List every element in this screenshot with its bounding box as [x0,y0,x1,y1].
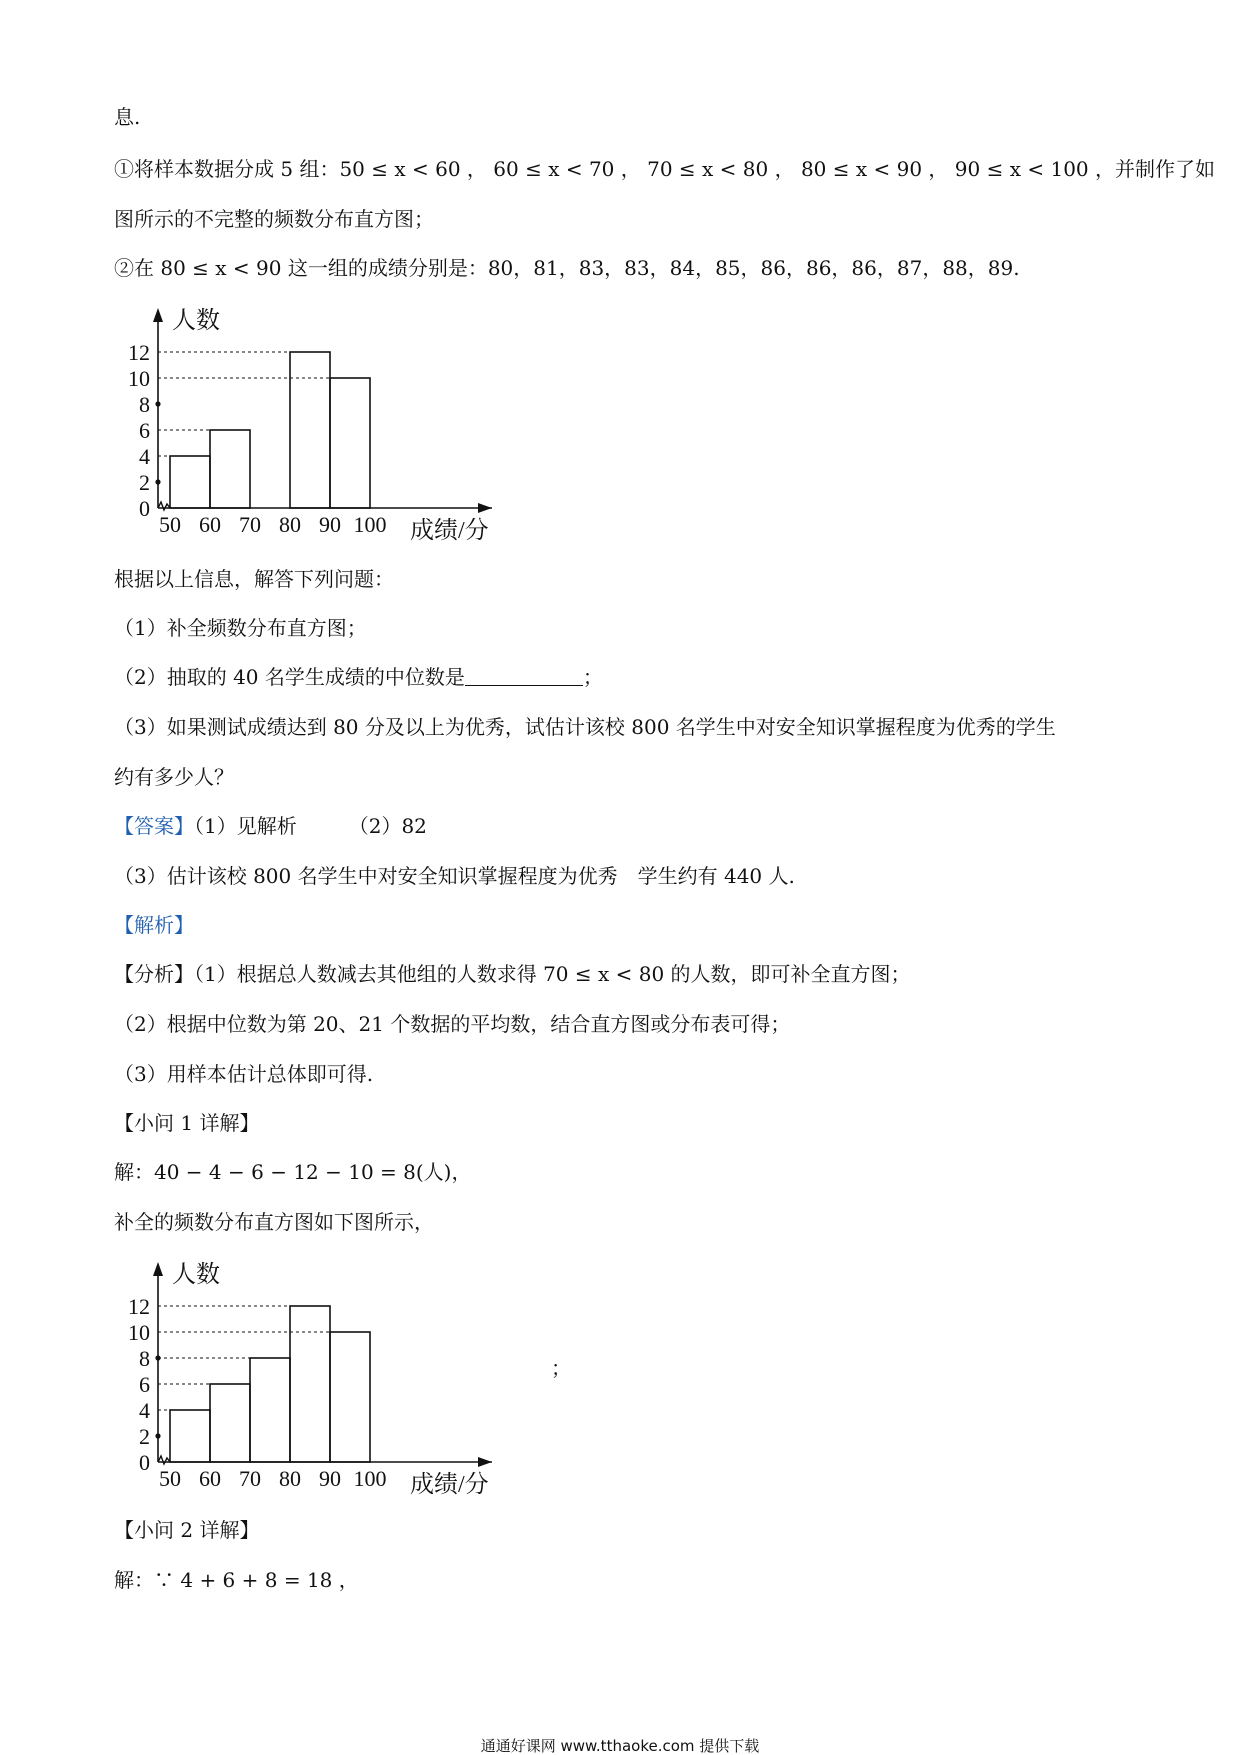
text-line: ①将样本数据分成 5 组：50 ≤ x < 60 ， 60 ≤ x < 70 ， 70 ≤ x < 80 ， 80 ≤ x < 90 ， 90 ≤ x < 100 ，并制作了如 [114,157,1215,181]
question-1: （1）补全频数分布直方图； [114,616,367,640]
x-tick-label: 80 [279,1466,301,1491]
y-tick-dot [155,401,160,406]
analysis-tag: 【解析】 [114,913,194,937]
question-2-text: （2）抽取的 40 名学生成绩的中位数是 [114,665,465,689]
y-tick-label: 8 [139,1346,150,1371]
y-tick-label: 4 [139,1398,150,1423]
y-tick-label: 12 [128,1294,150,1319]
section-heading: 【小问 2 详解】 [114,1518,260,1542]
y-tick-label: 2 [139,1424,150,1449]
x-tick-label: 60 [199,1466,221,1491]
answer-2: （2）82 [348,814,427,838]
histogram-complete [110,1252,550,1500]
axis-break [158,1456,170,1464]
y-tick-label: 0 [139,1450,150,1475]
text-line: （2）根据中位数为第 20、21 个数据的平均数，结合直方图或分布表可得； [114,1012,791,1036]
answer-3-part-a: （3）估计该校 800 名学生中对安全知识掌握程度为优秀 [114,864,618,888]
y-tick-dot [155,1433,160,1438]
answer-3-part-b: 学生约有 440 人. [637,864,795,888]
answer-tag: 【答案】 [114,814,194,838]
answer-3 [114,862,795,890]
y-tick-label: 8 [139,392,150,417]
question-2 [114,663,603,691]
x-tick-label: 50 [159,512,181,537]
y-tick-label: 0 [139,496,150,521]
x-axis-label: 成绩/分 [410,1472,489,1498]
text-line: （3）用样本估计总体即可得. [114,1062,374,1086]
y-axis-arrow [153,1262,163,1276]
y-tick-label: 6 [139,1372,150,1397]
histogram-bar [290,1306,330,1462]
answer-blank [465,665,583,686]
question-3: （3）如果测试成绩达到 80 分及以上为优秀，试估计该校 800 名学生中对安全知识掌握程度为优秀的学生 [114,715,1056,739]
x-axis-label: 成绩/分 [410,518,489,544]
x-tick-label: 90 [319,1466,341,1491]
x-tick-label: 100 [353,1466,387,1491]
y-tick-label: 4 [139,444,150,469]
y-tick-label: 2 [139,470,150,495]
y-tick-label: 10 [128,1320,150,1345]
histogram-incomplete [110,298,550,546]
x-tick-label: 100 [353,512,387,537]
footer: 通通好课网 www.tthaoke.com 提供下载 [480,1737,760,1755]
histogram-bar [170,1410,210,1462]
y-axis-label: 人数 [172,1262,220,1288]
text-line: 解：40 − 4 − 6 − 12 − 10 = 8(人)， [114,1160,472,1184]
histogram-bar [210,1384,250,1462]
x-tick-label: 90 [319,512,341,537]
histogram-bar [210,430,250,508]
text-line: 解：∵ 4 + 6 + 8 = 18 ， [114,1568,359,1592]
y-axis-arrow [153,308,163,322]
semicolon: ； [551,1356,571,1380]
text-line: 息. [114,105,141,129]
x-tick-label: 50 [159,1466,181,1491]
x-tick-label: 70 [239,512,261,537]
y-tick-label: 10 [128,366,150,391]
text-line: 图所示的不完整的频数分布直方图； [114,207,434,231]
x-tick-label: 60 [199,512,221,537]
y-axis-label: 人数 [172,308,220,334]
text-line: 补全的频数分布直方图如下图所示， [114,1210,434,1234]
y-tick-label: 12 [128,340,150,365]
x-axis-arrow [478,1457,492,1467]
text-line: 【分析】（1）根据总人数减去其他组的人数求得 70 ≤ x < 80 的人数，即可补全直方图； [114,962,911,986]
x-tick-label: 70 [239,1466,261,1491]
y-tick-label: 6 [139,418,150,443]
answer-1: （1）见解析 [194,814,297,838]
histogram-bar [330,1332,370,1462]
question-2-end: ； [582,665,603,689]
section-heading: 【小问 1 详解】 [114,1111,260,1135]
text-line: ②在 80 ≤ x < 90 这一组的成绩分别是：80，81，83，83，84，85，86，86，86，87，88，89. [114,256,1020,280]
text-line: 根据以上信息，解答下列问题： [114,567,394,591]
question-3-cont: 约有多少人？ [114,765,234,789]
x-axis-arrow [478,503,492,513]
y-tick-dot [155,479,160,484]
histogram-bar [290,352,330,508]
histogram-bar [250,1358,290,1462]
histogram-bar [330,378,370,508]
histogram-bar [170,456,210,508]
answer-line [114,812,427,840]
x-tick-label: 80 [279,512,301,537]
